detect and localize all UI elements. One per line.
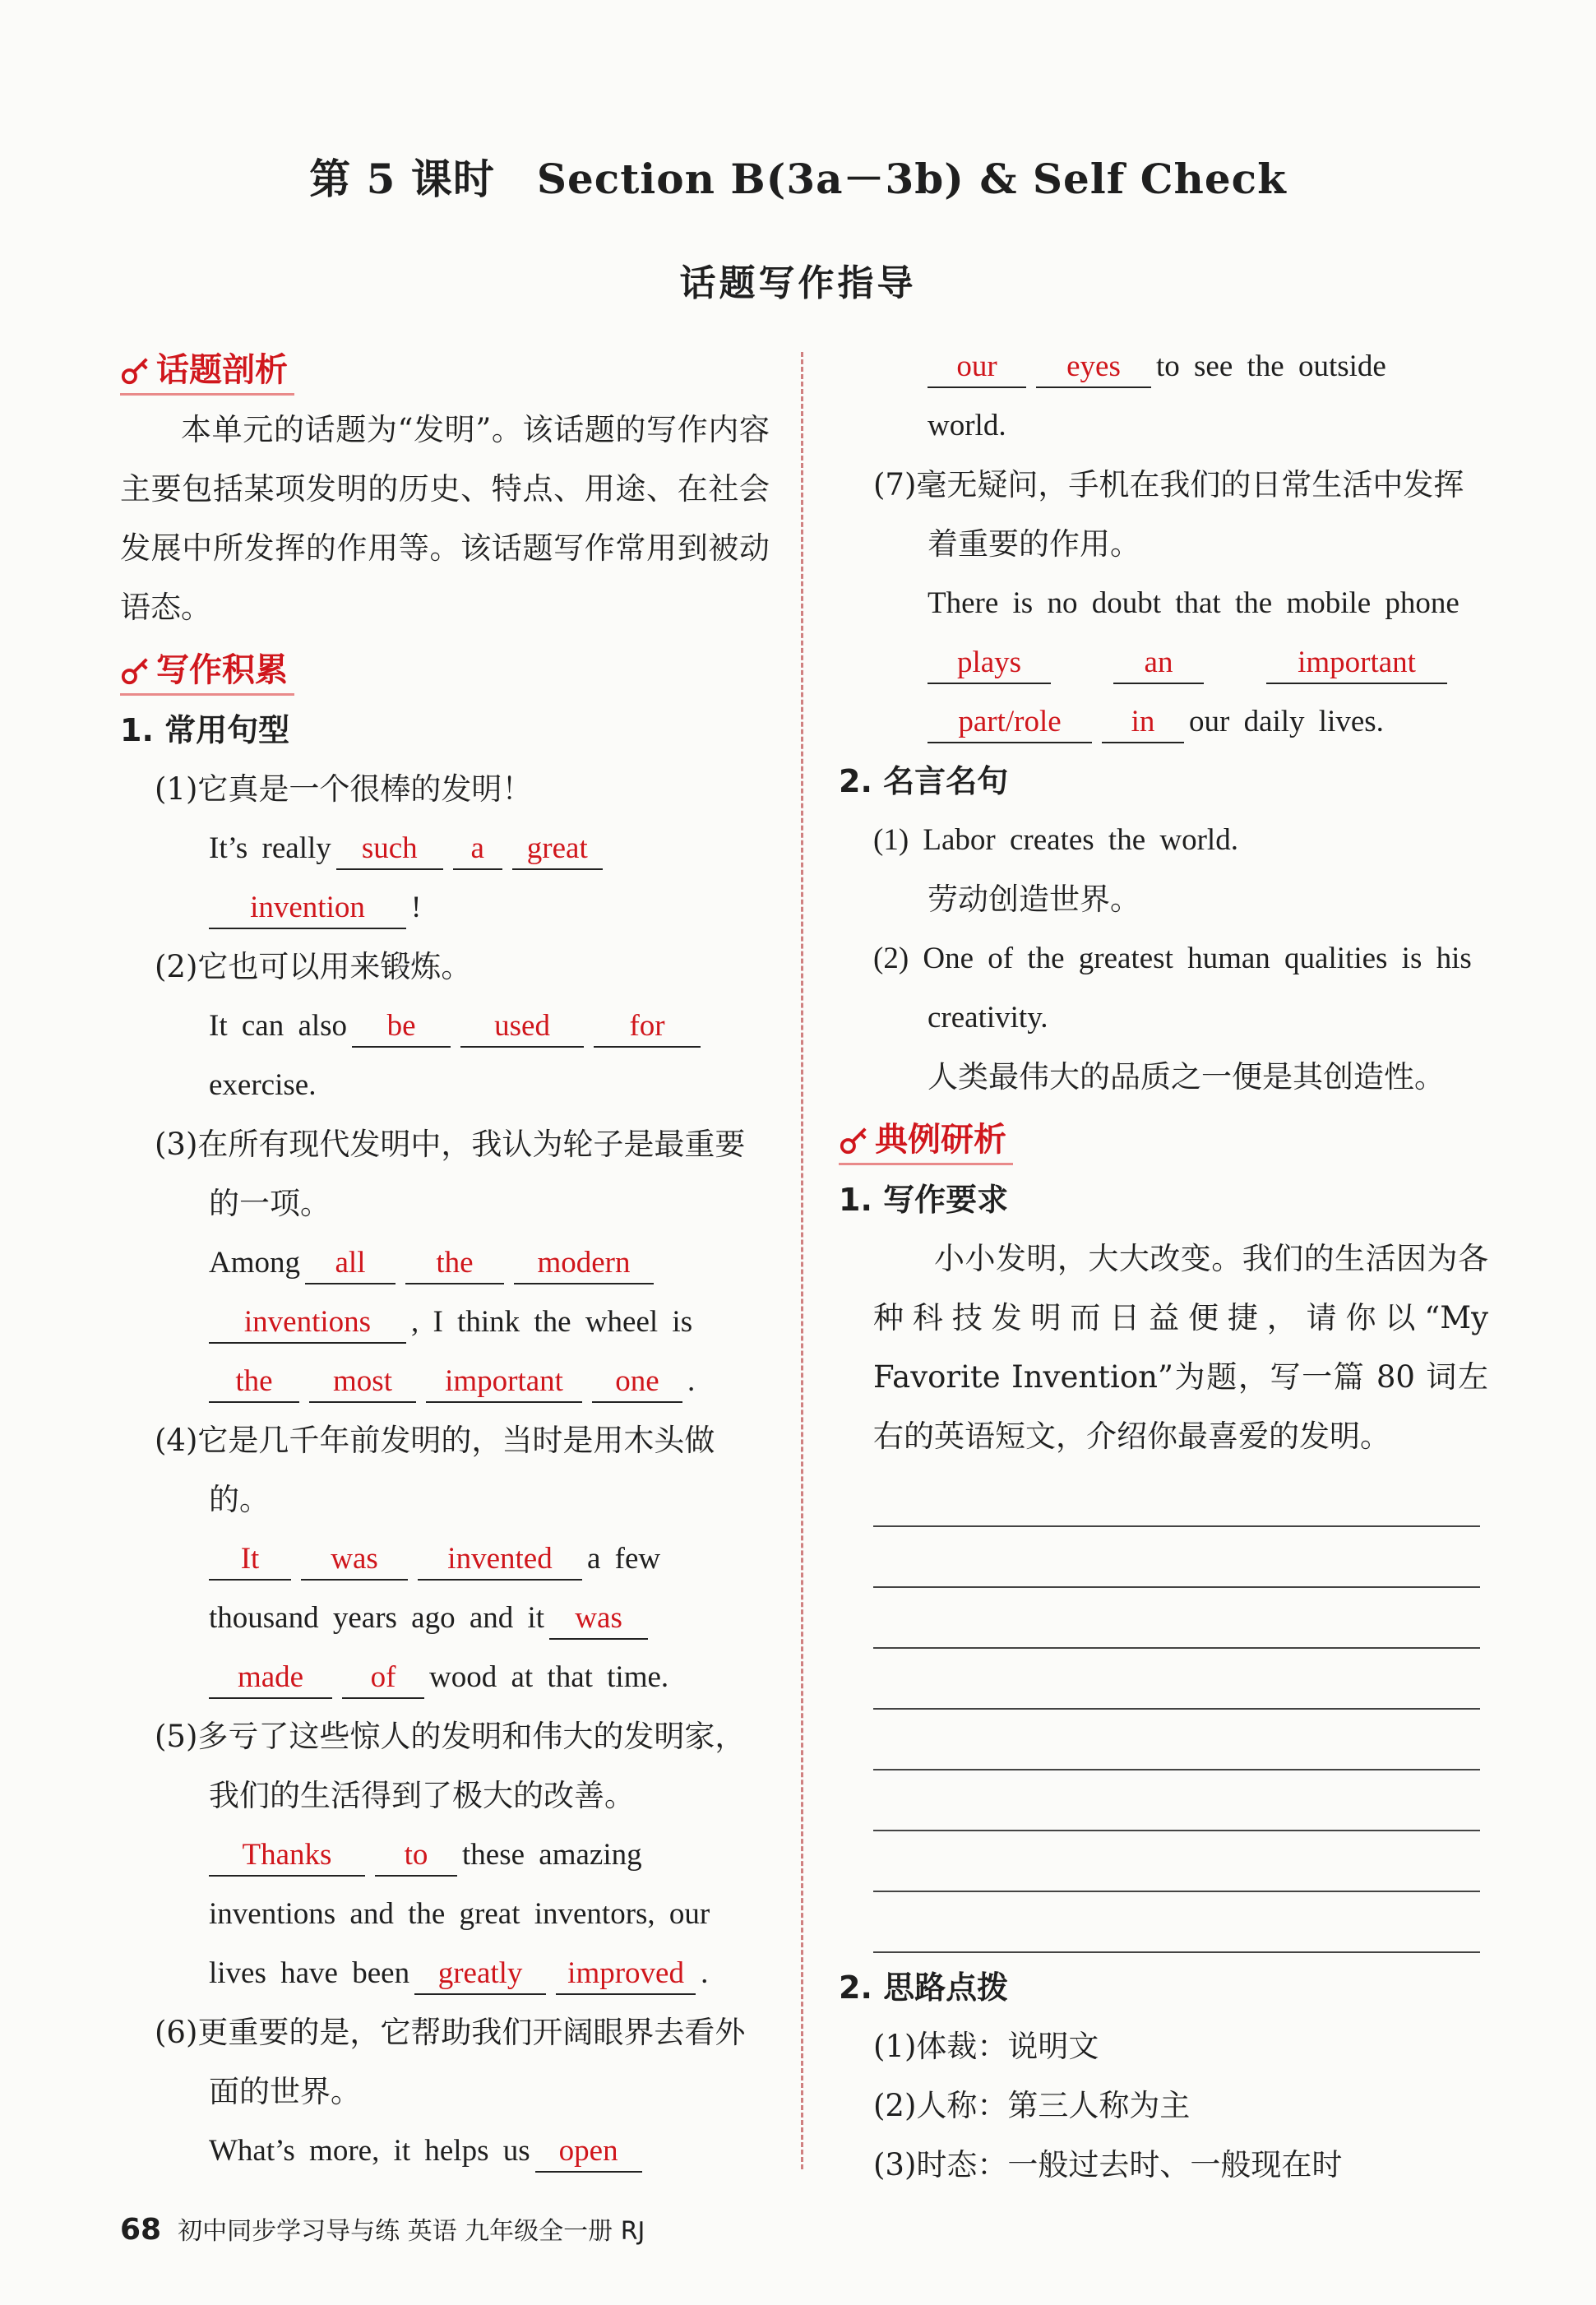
answer-blank: for	[594, 1007, 701, 1048]
tip-tense: (3)时态：一般过去时、一般现在时	[873, 2147, 1343, 2182]
book-title: 初中同步学习导与练 英语 九年级全一册 RJ	[178, 2217, 645, 2246]
key-icon	[120, 354, 151, 386]
answer-blank: a	[453, 829, 502, 870]
s5-en-cont: inventions and the great inventors, our	[209, 1897, 710, 1931]
answer-blank: to	[375, 1835, 457, 1877]
answer-blank: invention	[209, 888, 406, 929]
quote2-en: (2) One of the greatest human qualities is his creativity.	[873, 942, 1472, 1034]
writing-line[interactable]	[873, 1527, 1480, 1588]
topic-heading	[120, 347, 294, 396]
page-title: 第 5 课时 Section B(3a－3b) & Self Check	[309, 155, 1287, 203]
s3-cn: (3)在所有现代发明中，我认为轮子是最重要的一项。	[155, 1127, 746, 1221]
answer-blank: Thanks	[209, 1835, 365, 1877]
answer-blank: greatly	[414, 1954, 546, 1995]
quote1-en: (1) Labor creates the world.	[873, 823, 1238, 857]
requirement-label: 1. 写作要求	[839, 1182, 1009, 1218]
accumulation-heading	[120, 647, 294, 696]
writing-area[interactable]	[839, 1466, 1488, 1953]
answer-blank: of	[342, 1658, 424, 1699]
s4-cn: (4)它是几千年前发明的，当时是用木头做的。	[155, 1423, 715, 1517]
right-column	[839, 337, 1488, 2195]
s4-en-cont2: made of wood at that time.	[120, 1648, 770, 1707]
writing-line[interactable]	[873, 1892, 1480, 1953]
answer-blank: part/role	[928, 702, 1092, 743]
writing-line[interactable]	[873, 1831, 1480, 1892]
example-heading	[839, 1117, 1013, 1165]
key-icon	[839, 1124, 870, 1155]
key-icon	[120, 655, 151, 686]
answer-blank: important	[1266, 643, 1447, 684]
answer-blank: the	[405, 1243, 504, 1284]
s5-en: Thanks to these amazing	[120, 1826, 770, 1885]
tip-person: (2)人称：第三人称为主	[873, 2088, 1191, 2123]
s5-cn: (5)多亏了这些惊人的发明和伟大的发明家，我们的生活得到了极大的改善。	[155, 1719, 746, 1813]
s7-en-cont2: part/role in our daily lives.	[839, 692, 1488, 752]
s7-en-cont	[839, 633, 1488, 692]
footer	[120, 2210, 645, 2247]
patterns-label: 1. 常用句型	[120, 712, 290, 748]
s2-en-cont: exercise.	[209, 1068, 317, 1102]
quote1-cn: 劳动创造世界。	[928, 882, 1140, 917]
s6-en-end: world.	[928, 409, 1006, 442]
s2-en: It can also be used for	[120, 997, 770, 1056]
answer-blank: eyes	[1036, 347, 1151, 388]
answer-blank: used	[460, 1007, 584, 1048]
tip-genre: (1)体裁：说明文	[873, 2029, 1099, 2064]
page-subtitle: 话题写作指导	[679, 262, 917, 304]
s5-en-cont2: lives have been greatly improved .	[120, 1944, 770, 2003]
s6-cn: (6)更重要的是，它帮助我们开阔眼界去看外面的世界。	[155, 2015, 746, 2109]
answer-blank: It	[209, 1539, 291, 1581]
answer-blank: most	[309, 1362, 416, 1403]
answer-blank: plays	[928, 643, 1051, 684]
answer-blank: was	[301, 1539, 408, 1581]
quotes-label: 2. 名言名句	[839, 763, 1009, 799]
answer-blank: made	[209, 1658, 332, 1699]
answer-blank: invented	[418, 1539, 582, 1581]
writing-line[interactable]	[873, 1710, 1480, 1770]
s6-en-cont: our eyes to see the outside	[839, 337, 1488, 396]
s6-en: What’s more, it helps us open	[120, 2122, 770, 2181]
answer-blank: such	[336, 829, 443, 870]
answer-blank: all	[305, 1243, 396, 1284]
s1-en: It’s really such a great	[120, 819, 770, 878]
s3-en: Among all the modern	[120, 1233, 770, 1293]
topic-text: 本单元的话题为“发明”。该话题的写作内容主要包括某项发明的历史、特点、用途、在社会发展中所发挥的作用等。该话题写作常用到被动语态。	[120, 412, 770, 625]
answer-blank: an	[1113, 643, 1204, 684]
requirement-text: 小小发明，大大改变。我们的生活因为各种科技发明而日益便捷，请你以“My Favorite Invention”为题，写一篇 80 词左右的英语短文，介绍你最喜爱的发明。	[873, 1241, 1488, 1454]
answer-blank: important	[426, 1362, 582, 1403]
answer-blank: great	[512, 829, 603, 870]
s2-cn: (2)它也可以用来锻炼。	[155, 949, 472, 984]
left-column	[120, 337, 770, 2181]
s4-en-cont: thousand years ago and it was	[120, 1589, 770, 1648]
answer-blank: be	[352, 1007, 451, 1048]
writing-line[interactable]	[873, 1588, 1480, 1649]
column-divider	[801, 352, 803, 2169]
writing-line[interactable]	[873, 1770, 1480, 1831]
s4-en: It was invented a few	[120, 1530, 770, 1589]
answer-blank: was	[549, 1599, 648, 1640]
writing-line[interactable]	[873, 1466, 1480, 1527]
answer-blank: our	[928, 347, 1026, 388]
s7-cn: (7)毫无疑问，手机在我们的日常生活中发挥着重要的作用。	[873, 467, 1464, 562]
s7-en: There is no doubt that the mobile phone	[928, 586, 1460, 620]
accumulation-heading-label: 写作积累	[156, 651, 288, 689]
s1-cn: (1)它真是一个很棒的发明！	[155, 771, 533, 807]
s3-en-cont: inventions , I think the wheel is	[120, 1293, 770, 1352]
answer-blank: the	[209, 1362, 299, 1403]
answer-blank: improved	[556, 1954, 696, 1995]
answer-blank: inventions	[209, 1303, 406, 1344]
answer-blank: one	[592, 1362, 682, 1403]
topic-heading-label: 话题剖析	[156, 351, 288, 389]
example-heading-label: 典例研析	[875, 1121, 1006, 1159]
answer-blank: in	[1102, 702, 1184, 743]
tips-label: 2. 思路点拨	[839, 1969, 1009, 2006]
s1-en-cont: invention !	[120, 878, 770, 937]
writing-line[interactable]	[873, 1649, 1480, 1710]
page-number: 68	[120, 2213, 162, 2247]
s3-en-cont2: the most important one .	[120, 1352, 770, 1411]
answer-blank: modern	[514, 1243, 654, 1284]
quote2-cn: 人类最伟大的品质之一便是其创造性。	[928, 1059, 1445, 1095]
answer-blank: open	[535, 2131, 642, 2173]
